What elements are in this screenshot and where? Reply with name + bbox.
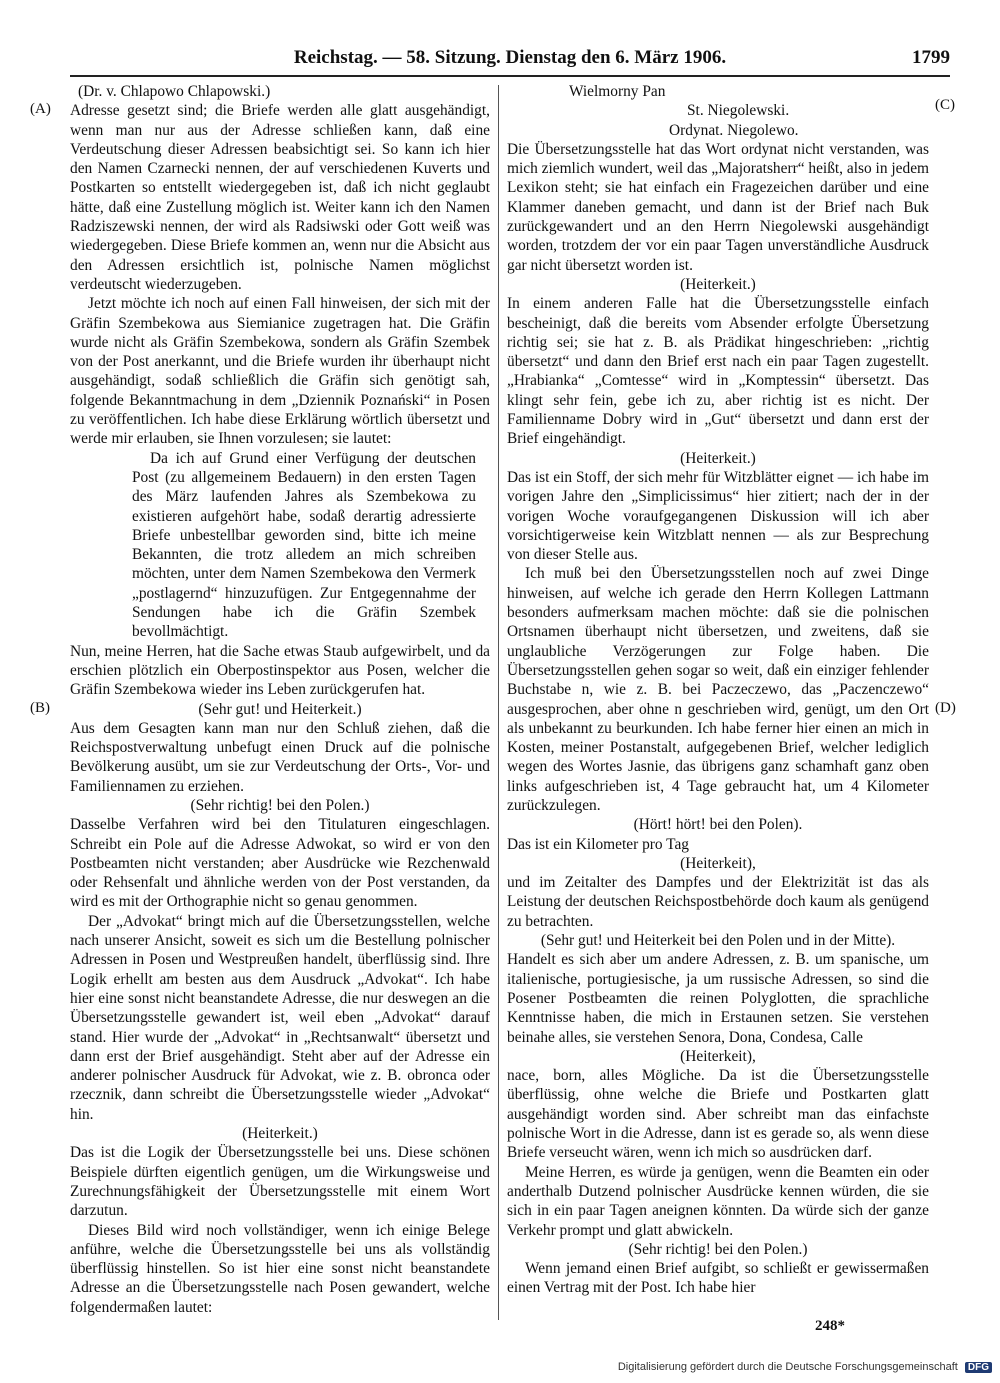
dfg-logo-icon: DFG	[965, 1362, 992, 1373]
audience-reaction: (Heiterkeit.)	[680, 449, 756, 467]
audience-reaction: (Sehr richtig! bei den Polen.)	[190, 796, 370, 814]
margin-marker-b: (B)	[30, 700, 50, 716]
margin-marker-c: (C)	[935, 97, 955, 113]
quoted-announcement: Da ich auf Grund einer Verfügung der deutschen Post (zu allgemeinem Bedauern) in den ersten Tagen des März laufenden Jahres als Szembekowa zu existieren aufgehört habe, sodaß derartig adressierte Briefe unbestellbar geworden sind, bitte ich meine Bekannten, die trotz alledem an mich schreiben möchten, unter dem Namen Szembekowa den Vermerk „postlagernd“ hinzuzufügen. Zur Entgegennahme der Sendungen habe ich die Gräfin Szembek bevollmächtigt.	[132, 449, 476, 641]
address-line: Ordynat. Niegolewo.	[669, 121, 799, 139]
paragraph: nace, born, alles Mögliche. Da ist die Übersetzungsstelle überflüssig, ohne welche die Briefe und Postkarten glatt ausgehändigt worden sind. Aber schreibt man das einfachste polnische Wort in die Adresse, dann ist es gerade so, als wenn diese Briefe verseucht wären, wenn ich mich so ausdrücken darf.	[507, 1067, 929, 1162]
paragraph: Nun, meine Herren, hat die Sache etwas Staub aufgewirbelt, und da erschien plötzlich ein Oberpostinspektor aus Posen, welcher die Gräfin Szembekowa wieder ins Leben zurückgerufen hat.	[70, 642, 490, 699]
speaker-label: (Dr. v. Chlapowo Chlapowski.)	[78, 83, 271, 100]
paragraph: Das ist ein Stoff, der sich mehr für Witzblätter eignet — ich habe im vorigen Jahre den „Simplicissimus“ hier zitiert; nach der in der vorigen Woche voraufgegangenen Diskussion will ich aber vorsichtigerweise kein Witzblatt nennen — als zur Besprechung von dieser Stelle aus.	[507, 468, 929, 564]
paragraph: Dieses Bild wird noch vollständiger, wenn ich einige Belege anführe, welche die Übersetzungsstelle bei uns als vollständig überflüssig hinstellen. So ist hier eine sonst nicht beanstandete Adresse an die Übersetzungsstelle nach Posen gewandert, welche folgendermaßen lautet:	[70, 1221, 490, 1316]
paragraph: Handelt es sich aber um andere Adressen, z. B. um spanische, um italienische, portugiesische, ja um russische Adressen, so sind die Posener Postbeamten die reinen Polyglotten, die sprachliche Kenntnisse haben, die mich in Erstaunen setzen. Sie verstehen beinahe alles, sie verstehen Senora, Dona, Condesa, Calle	[507, 951, 929, 1046]
audience-reaction: (Heiterkeit.)	[242, 1125, 318, 1143]
paragraph: Aus dem Gesagten kann man nur den Schluß ziehen, daß die Reichspostverwaltung unbefugt einen Druck auf die polnische Bevölkerung ausübt, um sie zur Verdeutschung der Orts-, Vor- und Familiennamen zu erziehen.	[70, 719, 490, 795]
sheet-number: 248*	[815, 1318, 845, 1334]
audience-reaction: (Sehr gut! und Heiterkeit bei den Polen und in der Mitte).	[540, 932, 896, 950]
paragraph: Dasselbe Verfahren wird bei den Titulaturen eingeschlagen. Schreibt ein Pole auf die Adresse Adwokat, so wird er von den Postbeamten nicht verstanden; aber Ausdrücke wie Rezchenwald oder Rehsenfalt und ähnliche werden von der Post verstanden, da wird es mit der Orthographie nicht so genau genommen.	[70, 816, 490, 911]
paragraph: Der „Advokat“ bringt mich auf die Übersetzungsstellen, welche nach unserer Ansicht, soweit es sich um die Bestellung polnischer Adressen in Posen und Westpreußen handelt, überflüssig sind. Ihre Logik erhellt am besten aus dem Ausdruck „Advokat“. Ich habe hier eine sonst nicht beanstandete Adresse, die nur deswegen an die Übersetzungsstelle gewandert ist, weil eben „Advokat“ darauf stand. Hier wurde der „Advokat“ in „Rechtsanwalt“ übersetzt und dann erst der Brief ausgehändigt. Steht aber auf der Adresse ein anderer polnischer Ausdruck für Advokat, wie z. B. obronca oder rzecznik, dann schreibt die Übersetzungsstelle wieder „Advokat“ hin.	[70, 912, 490, 1123]
audience-reaction: (Sehr gut! und Heiterkeit.)	[198, 700, 362, 718]
audience-reaction: (Hört! hört! bei den Polen).	[633, 816, 803, 834]
margin-marker-a: (A)	[30, 101, 51, 117]
header-title: Reichstag. — 58. Sitzung. Dienstag den 6. März 1906.	[293, 47, 727, 68]
address-line: Wielmorny Pan	[569, 83, 666, 100]
page-number: 1799	[912, 47, 950, 68]
page-header	[70, 47, 950, 77]
paragraph: und im Zeitalter des Dampfes und der Elektrizität ist das als Leistung der deutschen Reichspostbehörde doch kaum als genügend zu betrachten.	[507, 874, 929, 930]
paragraph: Adresse gesetzt sind; die Briefe werden alle glatt ausgehändigt, wenn man nur aus der Adresse schließen kann, daß eine Verdeutschung dieser Adressen beabsichtigt sei. So kann ich hier den Namen Czarnecki nennen, der auf verschiedenen Kuverts und Postkarten so entstellt wiedergegeben ist, daß ich nicht geglaubt hätte, daß eine Zustellung möglich ist. Weiter kann ich den Namen Radziszewski nennen, der wird als Radsiwski oder Gott weiß was wiedergegeben. Diese Briefe kommen an, wenn nur die Absicht aus den Adressen ersichtlich ist, polnische Namen möglichst verdeutscht wiederzugeben.	[70, 102, 490, 293]
left-column	[70, 82, 490, 1327]
paragraph: Die Übersetzungsstelle hat das Wort ordynat nicht verstanden, was mich ziemlich wundert, weil das „Majoratsherr“ heißt, also in jedem Lexikon steht; sie hat einfach ein Fragezeichen darüber und eine Klammer daneben gemacht, und dann ist der Brief nach Buk zurückgewandert und an den Herrn Niegolewski ausgehändigt worden, trotzdem der vor ein paar Tagen unverständliche Ausdruck gar nicht übersetzt worden ist.	[507, 140, 929, 274]
paragraph: Das ist die Logik der Übersetzungsstelle bei uns. Diese schönen Beispiele dürften eigentlich genügen, um die Wirkungsweise und Zurechnungsfähigkeit der Übersetzungsstelle mit einem Wort darzutun.	[70, 1144, 490, 1220]
paragraph: In einem anderen Falle hat die Übersetzungsstelle einfach bescheinigt, daß die bereits vom Absender erfolgte Übersetzung richtig sei; sie hat z. B. als Prädikat hingeschrieben: „richtig übersetzt“ und dann den Brief erst nach ein paar Tagen zugestellt. „Hrabianka“ „Comtesse“ wird in „Komptessin“ übersetzt. Das klingt sehr fein, gebe ich zu, aber richtig ist es nicht. Der Familienname Dobry wird in „Gut“ übersetzt und dann erst der Brief eingehändigt.	[507, 295, 929, 448]
right-column	[507, 82, 929, 1327]
audience-reaction: (Heiterkeit),	[680, 1047, 756, 1065]
paragraph: Jetzt möchte ich noch auf einen Fall hinweisen, der sich mit der Gräfin Szembekowa aus Siemianice zugetragen hat. Die Gräfin wurde nicht als Gräfin Szembekowa, sondern als Gräfin Szembek von der Post anerkannt, und die Briefe wurden ihr überhaupt nicht ausgehändigt, sodaß schließlich die Gräfin sich genötigt sah, folgende Bekanntmachung in dem „Dziennik Poznański“ in Posen zu veröffentlichen. Ich habe diese Erklärung wörtlich übersetzt und werde mir erlauben, sie Ihnen vorzulesen; sie lautet:	[70, 295, 490, 448]
paragraph: Ich muß bei den Übersetzungsstellen noch auf zwei Dinge hinweisen, auf welche ich gerade den Herrn Kollegen Lattmann besonders aufmerksam machen möchte: daß sie die polnischen Ortsnamen überhaupt nicht übersetzen, und zweitens, daß sie unglaubliche Verzögerungen zur Folge haben. Die Übersetzungsstellen gehen sogar so weit, daß ein einziger fehlender Buchstabe n, wie z. B. bei Paczeczewo, das „Paczenczewo“ ausgesprochen, aber ohne n geschrieben wird, genügt, um den Ort als unbekannt zu beurkunden. Ich habe ferner hier einen an mich in Kosten, meiner Postanstalt, aufgegebenen Brief, welcher lediglich wegen des Wortes Jasnie, das übrigens ganz schamhaft ganz oben links aufgeschrieben ist, 4 Tage gebraucht hat, um 4 Kilometer zurückzulegen.	[507, 565, 929, 814]
column-divider	[498, 85, 499, 1320]
address-line: St. Niegolewski.	[687, 102, 790, 120]
paragraph: Wenn jemand einen Brief aufgibt, so schließt er gewissermaßen einen Vertrag mit der Post. Ich habe hier	[507, 1260, 929, 1297]
audience-reaction: (Heiterkeit.)	[680, 275, 756, 293]
digitization-credit	[612, 1361, 992, 1377]
paragraph: Das ist ein Kilometer pro Tag	[507, 835, 690, 853]
audience-reaction: (Heiterkeit),	[680, 854, 756, 872]
credit-text: Digitalisierung gefördert durch die Deutsche Forschungsgemeinschaft	[617, 1361, 958, 1373]
paragraph: Meine Herren, es würde ja genügen, wenn die Beamten ein oder anderthalb Dutzend polnischer Ausdrücke kennen würden, die sie sich in ein paar Tagen aneignen könnten. Da würde sich der ganze Verkehr prompt und glatt abwickeln.	[507, 1163, 929, 1239]
margin-marker-d: (D)	[935, 700, 956, 716]
audience-reaction: (Sehr richtig! bei den Polen.)	[628, 1240, 808, 1258]
